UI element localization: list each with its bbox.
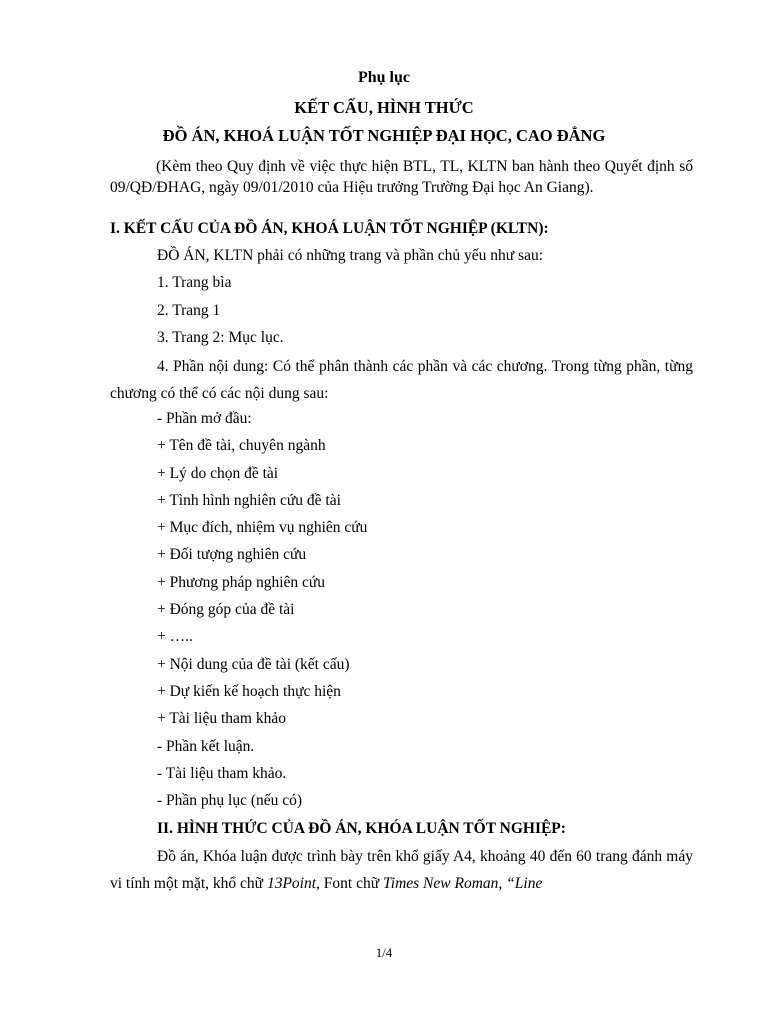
sub-list-item: + Tên đề tài, chuyên ngành — [157, 437, 326, 454]
sub-list-item: + Mục đích, nhiệm vụ nghiên cứu — [157, 519, 368, 536]
sub-list-item: + Phương pháp nghiên cứu — [157, 574, 326, 591]
intro-paragraph: (Kèm theo Quy định về việc thực hiện BTL, TL, KLTN ban hành theo Quyết định số 09/QĐ/ĐHAG, ngày 09/01/2010 của Hiệu trưởng Trường Đại học An Giang). — [110, 158, 693, 196]
sub-list-item: + ….. — [157, 628, 193, 645]
list-item: 3. Trang 2: Mục lục. — [157, 329, 284, 346]
sub-list-item: - Phần phụ lục (nếu có) — [157, 792, 303, 809]
section-2-text-a: Đồ án, Khóa luận được trình bày trên khổ giấy A4, khoảng 40 đến 60 trang đánh máy vi tính một mặt, khổ chữ — [110, 848, 693, 892]
section-2-paragraph — [110, 843, 693, 897]
sub-list-item: + Nội dung của đề tài (kết cấu) — [157, 656, 350, 673]
sub-list-item: + Tài liệu tham khảo — [157, 710, 286, 727]
list-item-4-paragraph: 4. Phần nội dung: Có thể phân thành các phần và các chương. Trong từng phần, từng chương có thể có các nội dung sau: — [110, 358, 693, 402]
section-2-italic-b: Times New Roman, “Line — [383, 875, 543, 892]
appendix-label: Phụ lục — [357, 69, 410, 86]
sub-list-item: - Phần mở đầu: — [157, 410, 252, 427]
document-subtitle: ĐỒ ÁN, KHOÁ LUẬN TỐT NGHIỆP ĐẠI HỌC, CAO ĐẲNG — [162, 126, 606, 145]
sub-list-item: + Lý do chọn đề tài — [157, 465, 279, 482]
list-item: 2. Trang 1 — [157, 302, 221, 319]
document-title: KẾT CẤU, HÌNH THỨC — [294, 98, 474, 117]
section-1-lead: ĐỒ ÁN, KLTN phải có những trang và phần chủ yếu như sau: — [157, 247, 544, 264]
section-2-text-b: , Font chữ — [316, 875, 383, 892]
section-2-heading: II. HÌNH THỨC CỦA ĐỒ ÁN, KHÓA LUẬN TỐT NGHIỆP: — [157, 820, 566, 837]
section-1-heading: I. KẾT CẤU CỦA ĐỒ ÁN, KHOÁ LUẬN TỐT NGHIỆP (KLTN): — [110, 220, 549, 237]
sub-list-item: - Phần kết luận. — [157, 738, 255, 755]
sub-list-item: - Tài liệu tham khảo. — [157, 765, 287, 782]
list-item: 1. Trang bìa — [157, 274, 232, 291]
sub-list-item: + Đối tượng nghiên cứu — [157, 546, 307, 563]
section-2-italic-a: 13Point — [266, 875, 317, 892]
sub-list-item: + Dự kiến kế hoạch thực hiện — [157, 683, 341, 700]
sub-list-item: + Đóng góp của đề tài — [157, 601, 295, 618]
page-number: 1/4 — [375, 945, 393, 960]
sub-list-item: + Tình hình nghiên cứu đề tài — [157, 492, 341, 509]
